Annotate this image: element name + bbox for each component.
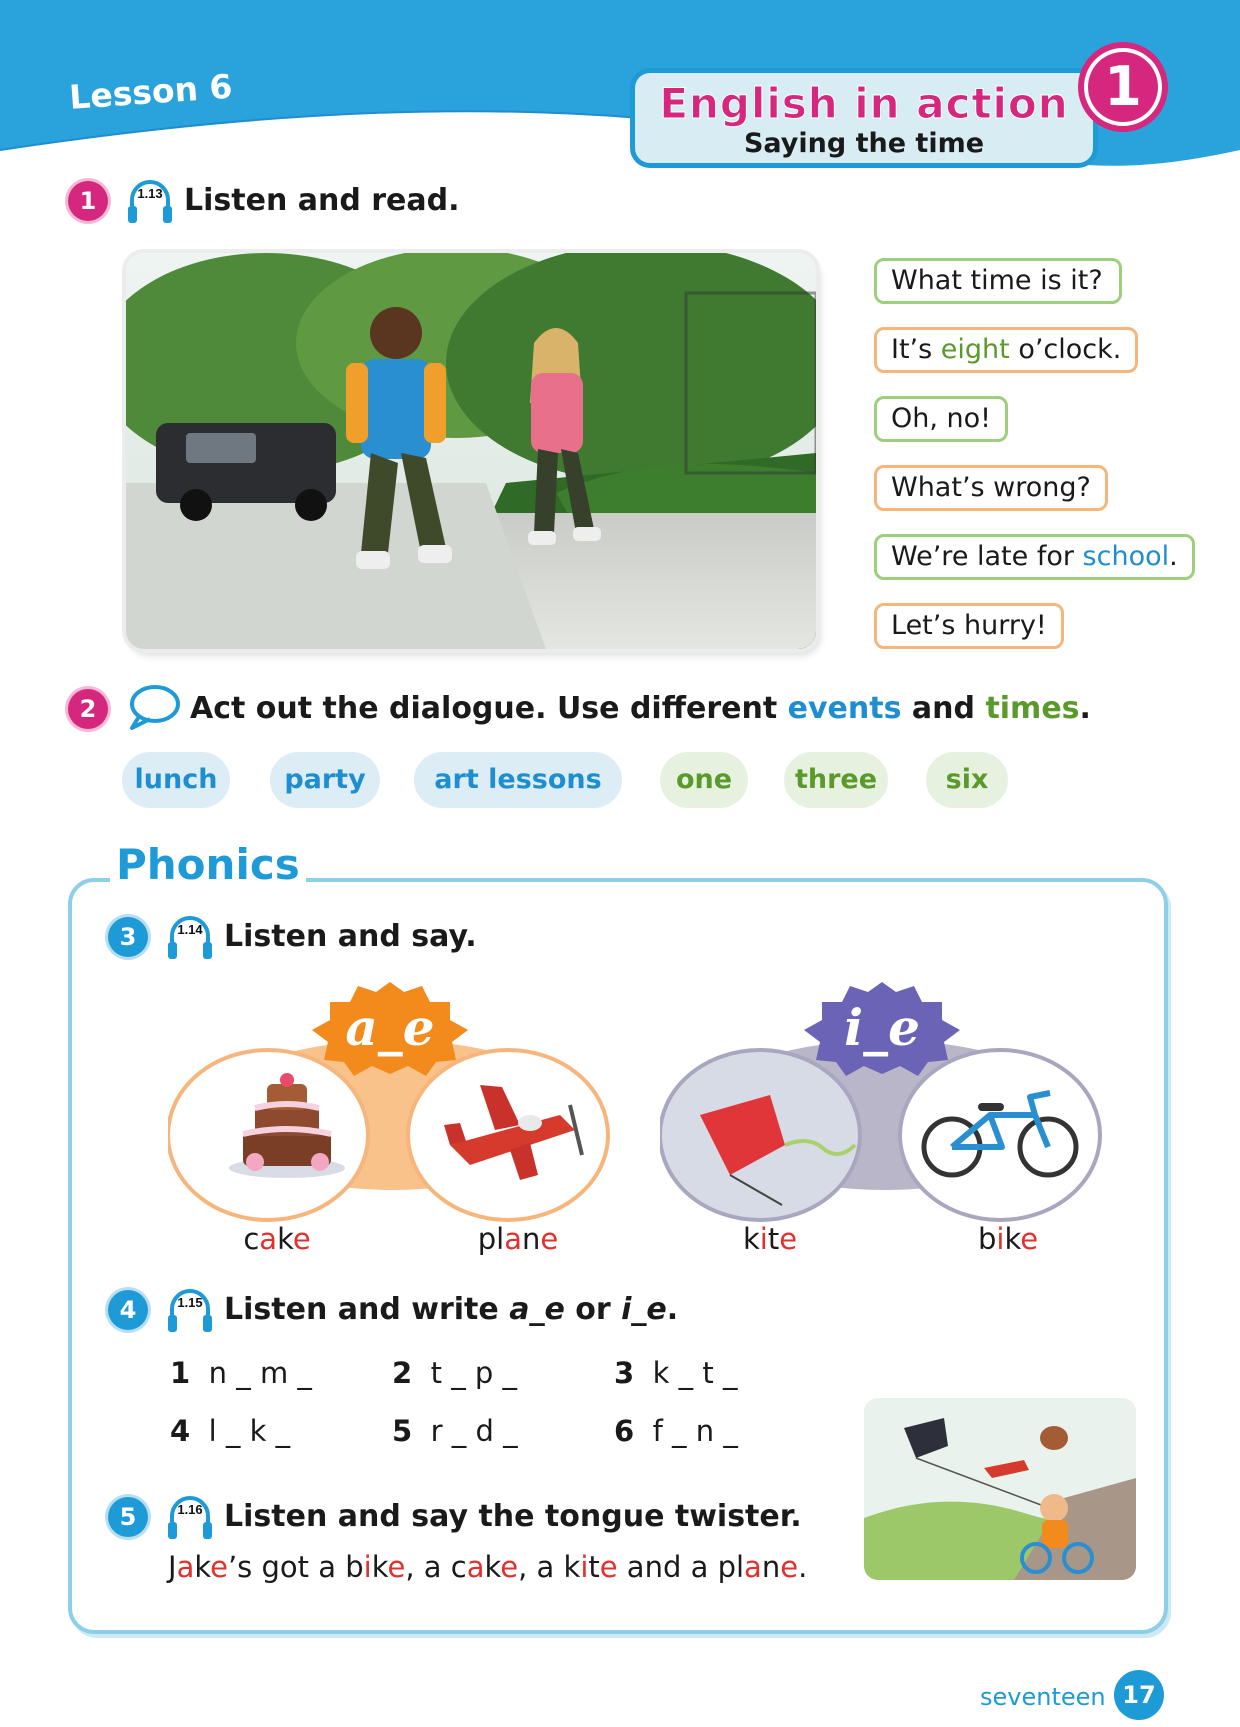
word-part: k bbox=[1004, 1222, 1021, 1256]
dialogue-bubble bbox=[874, 327, 1138, 373]
word-part: t bbox=[767, 1222, 780, 1256]
activity-number-2: 2 bbox=[68, 689, 108, 729]
item-number: 1 bbox=[170, 1356, 191, 1390]
time-chip: three bbox=[784, 752, 888, 808]
dialogue-bubble bbox=[874, 396, 1008, 442]
dialogue-bubble bbox=[874, 603, 1064, 649]
audio-track-label: 1.14 bbox=[177, 922, 203, 937]
dialogue-text: What time is it? bbox=[891, 265, 1103, 296]
twister-text: k bbox=[484, 1550, 501, 1584]
headphones-icon[interactable] bbox=[166, 912, 214, 962]
time-chip: one bbox=[660, 752, 748, 808]
highlighted-word: eight bbox=[940, 334, 1010, 365]
page-title: English in action bbox=[659, 79, 1069, 128]
word-part: b bbox=[977, 1222, 997, 1256]
dialogue-bubble bbox=[874, 465, 1108, 511]
time-chip: six bbox=[926, 752, 1008, 808]
instruction-end: . bbox=[666, 1292, 679, 1327]
item-number: 4 bbox=[170, 1414, 191, 1448]
item-blanks: l _ k _ bbox=[208, 1414, 291, 1448]
event-chip: lunch bbox=[122, 752, 230, 808]
instruction-text: Act out the dialogue. Use different bbox=[190, 691, 788, 726]
exercise-item-1[interactable] bbox=[170, 1356, 312, 1390]
word-bike bbox=[928, 1222, 1088, 1256]
instruction-text: Listen and write bbox=[224, 1292, 510, 1327]
item-number: 2 bbox=[392, 1356, 413, 1390]
exercise-item-2[interactable] bbox=[392, 1356, 517, 1390]
item-number: 6 bbox=[614, 1414, 635, 1448]
exercise-item-6[interactable] bbox=[614, 1414, 738, 1448]
highlighted-letter: a bbox=[176, 1550, 195, 1584]
twister-text: k bbox=[371, 1550, 388, 1584]
unit-number: 1 bbox=[1088, 52, 1158, 122]
word-part: c bbox=[243, 1222, 260, 1256]
headphones-icon[interactable] bbox=[126, 176, 174, 226]
page-number: 17 bbox=[1114, 1670, 1164, 1720]
item-blanks: f _ n _ bbox=[652, 1414, 738, 1448]
activity-3-instruction: Listen and say. bbox=[224, 919, 477, 954]
page-number-word: seventeen bbox=[980, 1683, 1106, 1711]
headphones-icon[interactable] bbox=[166, 1285, 214, 1335]
word-vowel: a bbox=[504, 1222, 522, 1256]
word-silent-e: e bbox=[779, 1222, 798, 1256]
twister-text: J bbox=[168, 1550, 177, 1584]
audio-track-label: 1.15 bbox=[177, 1295, 203, 1310]
plane-icon bbox=[440, 1075, 590, 1185]
highlighted-letter: e bbox=[210, 1550, 228, 1584]
activity-4-instruction bbox=[224, 1292, 678, 1327]
dialogue-text: . bbox=[1169, 541, 1178, 572]
highlighted-letter: e bbox=[500, 1550, 519, 1584]
word-silent-e: e bbox=[540, 1222, 559, 1256]
tongue-twister-illustration bbox=[864, 1398, 1136, 1580]
highlighted-letter: i bbox=[363, 1550, 372, 1584]
item-blanks: n _ m _ bbox=[208, 1356, 312, 1390]
activity-number-1: 1 bbox=[68, 181, 108, 221]
item-number: 3 bbox=[614, 1356, 635, 1390]
highlighted-letter: e bbox=[599, 1550, 618, 1584]
item-blanks: k _ t _ bbox=[652, 1356, 738, 1390]
bike-icon bbox=[920, 1075, 1080, 1185]
dialogue-bubble bbox=[874, 258, 1122, 304]
exercise-item-5[interactable] bbox=[392, 1414, 518, 1448]
i-e-pattern-label: i_e bbox=[844, 998, 920, 1057]
word-silent-e: e bbox=[292, 1222, 311, 1256]
audio-track-label: 1.16 bbox=[177, 1502, 203, 1517]
word-part: k bbox=[277, 1222, 293, 1256]
dialogue-text: Oh, no! bbox=[891, 403, 991, 434]
twister-text: , a c bbox=[405, 1550, 467, 1584]
twister-text: , a k bbox=[518, 1550, 581, 1584]
twister-text: and a pl bbox=[617, 1550, 745, 1584]
option-a-e: a_e bbox=[509, 1292, 565, 1327]
lesson-label: Lesson 6 bbox=[68, 66, 234, 117]
twister-text: t bbox=[588, 1550, 600, 1584]
a-e-pattern-label: a_e bbox=[345, 998, 435, 1057]
word-part: pl bbox=[477, 1222, 505, 1256]
instruction-end: . bbox=[1079, 691, 1091, 726]
speech-bubble-icon bbox=[126, 684, 180, 732]
item-blanks: r _ d _ bbox=[430, 1414, 518, 1448]
word-cake bbox=[197, 1222, 357, 1256]
instruction-and: and bbox=[901, 691, 986, 726]
exercise-item-3[interactable] bbox=[614, 1356, 737, 1390]
highlighted-letter: e bbox=[780, 1550, 799, 1584]
option-i-e: i_e bbox=[621, 1292, 667, 1327]
word-kite bbox=[690, 1222, 850, 1256]
word-silent-e: e bbox=[1020, 1222, 1039, 1256]
dialogue-text: It’s bbox=[891, 334, 941, 365]
word-part: n bbox=[522, 1222, 541, 1256]
activity-number-4: 4 bbox=[108, 1290, 148, 1330]
word-vowel: i bbox=[759, 1222, 768, 1256]
twister-text: . bbox=[798, 1550, 808, 1584]
activity-1-instruction: Listen and read. bbox=[184, 183, 460, 218]
dialogue-text: We’re late for bbox=[891, 541, 1083, 572]
kite-icon bbox=[690, 1085, 860, 1210]
word-vowel: a bbox=[259, 1222, 278, 1256]
activity-number-3: 3 bbox=[108, 917, 148, 957]
activity-number-5: 5 bbox=[108, 1497, 148, 1537]
highlighted-letter: i bbox=[580, 1550, 589, 1584]
photo-children-running bbox=[126, 253, 816, 649]
twister-text: n bbox=[761, 1550, 781, 1584]
word-vowel: i bbox=[996, 1222, 1005, 1256]
highlighted-letter: a bbox=[466, 1550, 485, 1584]
dialogue-text: o’clock. bbox=[1009, 334, 1122, 365]
highlighted-letter: a bbox=[744, 1550, 762, 1584]
phonics-title: Phonics bbox=[110, 840, 306, 889]
instruction-events-word: events bbox=[787, 691, 902, 726]
unit-badge bbox=[1078, 42, 1168, 132]
page-subtitle: Saying the time bbox=[743, 128, 985, 159]
highlighted-letter: e bbox=[387, 1550, 406, 1584]
item-number: 5 bbox=[392, 1414, 413, 1448]
audio-track-label: 1.13 bbox=[137, 186, 163, 201]
activity-5-instruction: Listen and say the tongue twister. bbox=[224, 1499, 802, 1534]
event-chip: art lessons bbox=[414, 752, 622, 808]
dialogue-text: Let’s hurry! bbox=[891, 610, 1047, 641]
dialogue-text: What’s wrong? bbox=[891, 472, 1091, 503]
tongue-twister-text bbox=[168, 1550, 807, 1584]
instruction-or: or bbox=[564, 1292, 622, 1327]
event-chip: party bbox=[270, 752, 380, 808]
twister-text: k bbox=[194, 1550, 211, 1584]
highlighted-word: school bbox=[1082, 541, 1170, 572]
twister-text: ’s got a b bbox=[227, 1550, 364, 1584]
exercise-item-4[interactable] bbox=[170, 1414, 290, 1448]
item-blanks: t _ p _ bbox=[430, 1356, 518, 1390]
title-box bbox=[630, 68, 1098, 168]
word-part: k bbox=[742, 1222, 760, 1256]
headphones-icon[interactable] bbox=[166, 1492, 214, 1542]
word-plane bbox=[438, 1222, 598, 1256]
activity-2-instruction bbox=[190, 691, 1091, 726]
cake-icon bbox=[225, 1070, 350, 1180]
instruction-times-word: times bbox=[985, 691, 1080, 726]
dialogue-bubble bbox=[874, 534, 1195, 580]
